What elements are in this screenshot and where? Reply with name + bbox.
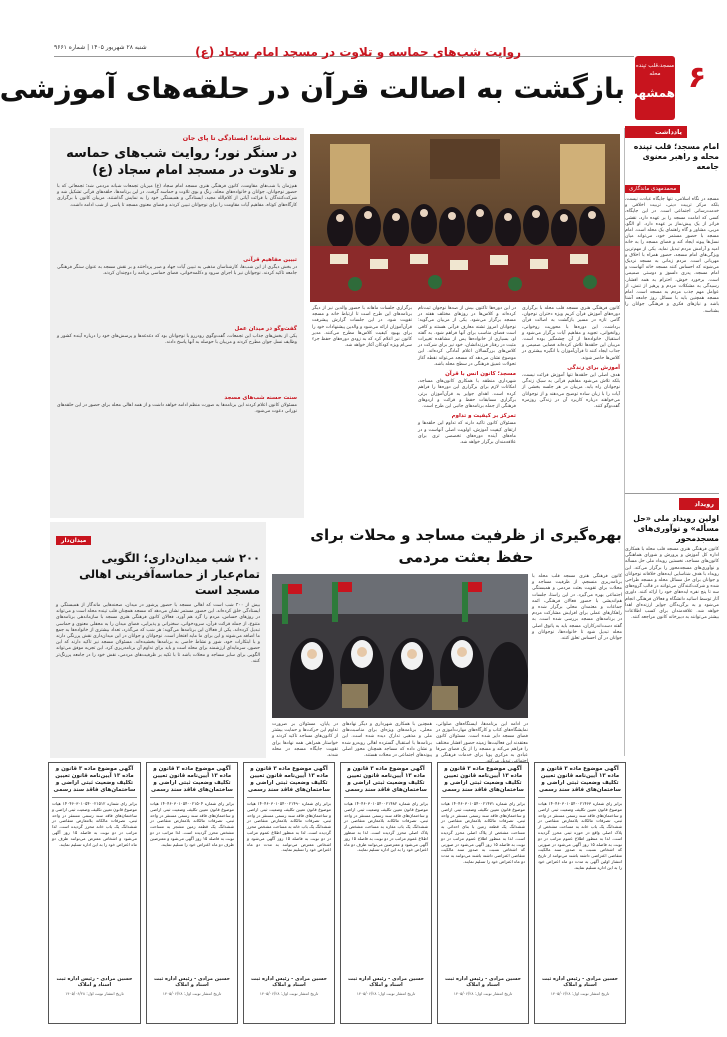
lead-col-3 [312,306,412,520]
lead-body-4: مسئولان کانون تاکید دارند که تداوم این حلقه‌ها و ارتقای کیفیت آموزش، اولویت اصلی آنهاست و در ماه‌های آینده دوره‌های تخصصی تری برای علاقه‌مندان برگزار خواهد شد. [418,421,516,446]
legal-ad-6 [48,762,141,1024]
page-number: ۶ [687,60,707,95]
mosque-gathering-photo [272,574,528,718]
feature-body-2: در بخش دیگری از این شب‌ها، کارشناسان مذهبی به تبیین آیات جهاد و صبر پرداختند و بر نقش مسجد به عنوان سنگر فرهنگی جامعه تاکید کردند. نوجوانان نیز با اجرای سرود و دکلمه‌خوانی، فضای حماسی برنامه را دوچندان کردند. [57,265,297,277]
feature-body-4: مسئولان کانون اعلام کردند این برنامه‌ها به صورت منظم ادامه خواهد داشت و از همه اهالی محله برای حضور در این حلقه‌های نورانی دعوت می‌شود. [57,403,297,415]
ad-body: برابر رای شماره ۱۴۰۴۶۰۳۰۱۰۵۴۰۰۲۱۴۸۲ هیات موضوع قانون تعیین تکلیف وضعیت ثبتی اراضی و ساختمان‌های فاقد سند رسمی مستقر در واحد ثبتی، تصرفات مالکانه بلامعارض متقاضی در ششدانگ یک باب مغازه به مساحت مشخص از پلاک اصلی محرز گردیده است. لذا به منظور اطلاع عموم مراتب در دو نوبت به فاصله ۱۵ روز آگهی می‌شود و معترضین می‌توانند ظرف دو ماه اعتراض خود را به این اداره تسلیم نمایند. [344,801,428,853]
lead-body-3: شهرداری منطقه با همکاری کانون‌های مساجد، امکانات لازم برای برگزاری این دوره‌ها را فراهم کرده است. اهدای جوایز به قرآن‌آموزان برتر، برگزاری مسابقات حفظ و قرائت و اردوهای فرهنگی از جمله برنامه‌های جانبی این طرح است. [418,379,516,410]
mosque-col-2: در ادامه این برنامه‌ها، ایستگاه‌های صلواتی، نمایشگاه‌های کتاب و کارگاه‌های مهارت‌آموزی در فضای مسجد دایر شده است. مسئولان کانون معتقدند این فعالیت‌ها زمینه حضور اقشار مختلف را فراهم می‌کند و مسجد را از یک فضای صرفا عبادی به مرکزی پویا برای خدمات فرهنگی و [436,722,528,759]
sidebar-rule [624,128,625,756]
feature-subhead-1: تبیین مفاهیم قرآنی [243,257,297,263]
super-title: روایت شب‌های حماسه و تلاوت در مسجد امام سجاد (ع) [195,45,521,59]
legal-ad-2 [437,762,529,1024]
ad-sign: حسین مرادی - رئیس اداره ثبت اسناد و املاک [251,976,327,988]
mosque-col-3: همچنین با همکاری شهرداری و دیگر نهادهای محلی، برنامه‌های ویژه‌ای برای مناسبت‌های ملی و مذهبی تدارک دیده شده است. این برنامه‌ها با استقبال گسترده اهالی روبه‌رو شده و نشان داده که مساجد همچنان محور اصلی پیوندهای اجتماعی در محلات هستند. [342,722,432,759]
main-title: بازگشت به اصالت قرآن در حلقه‌های آموزشی [0,72,625,105]
issue-info: شنبه ۲۸ شهریور ۱۴۰۵ | شماره ۹۶۶۱ [54,44,147,51]
mosque-article-title: بهره‌گیری از ظرفیت مساجد و محلات برای حفظ بعثت مردمی [310,526,622,566]
quran-class-photo-art [310,134,620,302]
ad-date: تاریخ انتشار نوبت اول: ۱۴۰۵/۰۶/۲۸ [550,990,610,996]
ad-body: برابر رای شماره ۱۴۰۴۶۰۳۰۱۰۵۴۰۰۲۱۴۶۳ هیات موضوع قانون تعیین تکلیف وضعیت ثبتی اراضی و ساختمان‌های فاقد سند رسمی مستقر در واحد ثبتی، تصرفات مالکانه بلامعارض متقاضی در ششدانگ یک باب خانه به مساحت مشخص از پلاک اصلی واقع در حوزه ثبتی محرز گردیده است. لذا به منظور اطلاع عموم مراتب در دو نوبت به فاصله ۱۵ روز آگهی می‌شود در صورتی که اشخاص نسبت به صدور سند مالکیت متقاضی اعتراضی داشته باشند می‌توانند از تاریخ انتشار اولین آگهی به مدت دو ماه اعتراض خود را به این اداره تسلیم نمایند. [538,801,622,870]
sidebar-news-title: اولین رویداد ملی «حل مسأله» و نوآوری‌های مسجدمحور [633,514,719,543]
logo-big-text: همشهری [620,86,675,100]
feature-subhead-2: گفت‌وگو در میدان عمل [234,326,297,332]
ad-date: تاریخ انتشار نوبت اول: ۱۴۰۵/۰۶/۲۸ [453,990,513,996]
section-logo [620,56,675,120]
sidebar-note-author-wrap [625,175,719,194]
opinion-box [50,522,266,758]
opinion-kicker: میدان‌دار [56,536,91,545]
ad-date: تاریخ انتشار نوبت اول: ۱۴۰۵/۰۶/۲۸ [162,990,222,996]
sidebar-divider [625,493,719,494]
lead-col-1 [522,306,620,520]
feature-kicker: تجمعات شبانه؛ ایستادگی تا پای جان [182,134,297,142]
legal-ad-1 [534,762,626,1024]
opinion-title: ۲۰۰ شب میدان‌داری؛ الگویی تمام‌عیار از حماسه‌آفرینی اهالی مسجد است [79,551,260,597]
feature-title: در سنگر نور؛ روایت شب‌های حماسه و تلاوت در مسجد امام سجاد (ع) [66,146,297,178]
sidebar-note-title: امام مسجد؛ قلب تپنده محله و راهبر معنوی جامعه [633,142,719,171]
feature-body: هم‌زمان با شب‌های مقاومت، کانون فرهنگی هنری مسجد امام سجاد (ع) میزبان تجمعات شبانه مردمی شد؛ تجمعاتی که با حضور نوجوانان، جوانان و خانواده‌های محله، رنگ و بوی تلاوت و حماسه گرفت. در این برنامه‌ها، حلقه‌های قرآنی تشکیل شد و شرکت‌کنندگان با قرائت آیاتی از کلام‌الله مجید، ایستادگی و همبستگی خود را به نمایش گذاشتند. مربیان کانون با برگزاری کارگاه‌های کوتاه، مفاهیم آیات مقاومت را برای نوجوانان تبیین کردند و فضای معنوی مسجد تا پاسی از شب ادامه داشت. [57,184,297,208]
ad-body: برابر رای شماره ۱۴۰۴۶۰۳۰۱۰۵۴۰۰۲۱۴۹۰ هیات موضوع قانون تعیین تکلیف وضعیت ثبتی اراضی و ساختمان‌های فاقد سند رسمی مستقر در واحد ثبتی، تصرفات مالکانه بلامعارض متقاضی در ششدانگ یک باب خانه به مساحت مشخص محرز گردیده است. لذا به منظور اطلاع عموم مراتب در دو نوبت به فاصله ۱۵ روز آگهی می‌شود و اشخاص معترض می‌توانند به مدت دو ماه اعتراض خود را تسلیم نمایند. [247,801,331,853]
opinion-kicker-wrap [56,527,260,546]
feature-subhead-3: سنت حسنه شب‌های مسجد [224,395,297,401]
ad-title: آگهی موضوع ماده ۳ قانون و ماده ۱۳ آیین‌نامه قانون تعیین تکلیف وضعیت ثبتی اراضی و ساختمان‌های فاقد سند رسمی [538,766,622,798]
sidebar-note-body: مسجد در نگاه اسلامی، تنها جایگاه عبادت نیست، بلکه مرکز تربیت دینی، تربیت اخلاقی و خدمت‌رسانی اجتماعی است. در این جایگاه، کسی که امامت مسجد را بر عهده دارد، نقشی فراتر از یک پیش‌نماز بر عهده دارد. او الگو، مربی، مشاور و گاه راهنمای یک محله است. امام مسجد با حضور مستمر خود، می‌تواند میان نسل‌ها پیوند ایجاد کند و فضای مسجد را به خانه امید و آرامش مردم تبدیل نماید. یکی از مهم‌ترین ویژگی‌های امام مسجد، حضور همراه با اخلاق و مهربانی است. مردم زمانی به مسجد نزدیک می‌شوند که احساس کنند مسجد خانه آنهاست و امام مسجد، پدری دلسوز و دوستی صمیمی است. برخورد خوش، احترام به همه اقشار، رسیدگی به مشکلات مردم و پرهیز از تنش، از عوامل مهم جذب مردم به مسجد است. امام مسجد همچنین باید با مسائل روز جامعه آشنا باشد و نیازهای فکری و فرهنگی جوانان را بشناسد. [625,197,719,314]
ad-title: آگهی موضوع ماده ۳ قانون و ماده ۱۳ آیین‌نامه قانون تعیین تکلیف وضعیت ثبتی اراضی و ساختمان‌های فاقد سند رسمی [247,766,331,798]
feature-body-3: یکی از بخش‌های جذاب این تجمعات، گفت‌وگوی رودررو با نوجوانان بود که دغدغه‌ها و پرسش‌های خود را درباره آینده کشور و وظایف نسل جوان مطرح کردند و مربیان با حوصله به آنها پاسخ دادند. [57,334,297,346]
ad-title: آگهی موضوع ماده ۳ قانون و ماده ۱۳ آیین‌نامه قانون تعیین تکلیف وضعیت ثبتی اراضی و ساختمان‌های فاقد سند رسمی [441,766,525,798]
ad-title: آگهی موضوع ماده ۳ قانون و ماده ۱۳ آیین‌نامه قانون تعیین تکلیف وضعیت ثبتی اراضی و ساختمان‌های فاقد سند رسمی [344,766,428,798]
lead-body: کانون فرهنگی هنری مسجد قلب محله با برگزاری دوره‌های آموزش قرآن کریم ویژه دختران نوجوان، گامی تازه در مسیر بازگشت به اصالت قرآن برداشت. این دوره‌ها با محوریت روخوانی، روانخوانی، تجوید و مفاهیم آیات برگزار می‌شود و استقبال خانواده‌ها از آن چشمگیر بوده است. مربیان این حلقه‌ها تلاش کرده‌اند فضایی صمیمی و جذاب ایجاد کنند تا قرآن‌آموزان با انگیزه بیشتری در کلاس‌ها حاضر شوند. [522,306,620,361]
lead-subhead-1: آموزش برای زندگی [567,364,620,371]
page-header [0,0,727,125]
ad-date: تاریخ انتشار نوبت اول: ۱۴۰۵/۰۶/۲۸ [356,990,416,996]
sidebar-note-author: محمدمهدی ماندگاری [625,185,680,193]
sidebar-news-head: رویداد [679,498,719,510]
ad-title: آگهی موضوع ماده ۳ قانون و ماده ۱۳ آیین‌نامه قانون تعیین تکلیف وضعیت ثبتی اراضی و ساختمان‌های فاقد سند رسمی [150,766,234,798]
lead-article [310,306,620,520]
ads-row [48,762,626,1024]
ad-body: برابر رای شماره ۱۴۰۴۶۰۳۰۱۰۵۴۰۰۲۱۴۷۱ هیات موضوع قانون تعیین تکلیف وضعیت ثبتی اراضی و ساختمان‌های فاقد سند رسمی مستقر در واحد ثبتی، تصرفات مالکانه بلامعارض متقاضی در ششدانگ یک قطعه زمین با بنای احداثی به مساحت مشخص از پلاک اصلی محرز گردیده است. لذا به منظور اطلاع عموم مراتب در دو نوبت به فاصله ۱۵ روز آگهی می‌شود در صورتی که اشخاص نسبت به صدور سند مالکیت متقاضی اعتراضی داشته باشند می‌توانند به مدت دو ماه اعتراض خود را تسلیم نمایند. [441,801,525,864]
ad-body: برابر رای شماره ۱۴۰۴۶۰۳۰۱۰۵۴۰۰۲۱۵۱۲ هیات موضوع قانون تعیین تکلیف وضعیت ثبتی اراضی و ساختمان‌های فاقد سند رسمی مستقر در واحد ثبتی، تصرفات مالکانه بلامعارض متقاضی در ششدانگ یک باب خانه محرز گردیده است. لذا مراتب در دو نوبت به فاصله ۱۵ روز آگهی می‌شود و اشخاص معترض می‌توانند ظرف دو ماه اعتراض خود را به این اداره تسلیم نمایند. [52,801,137,847]
ad-title: آگهی موضوع ماده ۳ قانون و ماده ۱۳ آیین‌نامه قانون تعیین تکلیف وضعیت ثبتی اراضی و ساختمان‌های فاقد سند رسمی [52,766,137,798]
lead-subhead-3: تمرکز بر کیفیت و تداوم [451,413,516,420]
ad-sign: حسین مرادی - رئیس اداره ثبت اسناد و املاک [154,976,230,988]
lead-col3-text: برگزاری جلسات ماهانه با حضور والدین نیز از دیگر برنامه‌های این طرح است تا ارتباط خانه و مسجد تقویت شود. در این جلسات گزارش پیشرفت قرآن‌آموزان ارائه می‌شود و والدین پیشنهادات خود را برای بهبود کیفیت کلاس‌ها مطرح می‌کنند. مدیر کانون نیز اعلام کرد که به زودی دوره‌های حفظ جزء سی‌ام ویژه کودکان آغاز خواهد شد. [311,306,412,349]
mosque-gathering-photo-art [272,574,528,718]
ad-sign: حسین مرادی - رئیس اداره ثبت اسناد و املاک [542,976,618,988]
ad-body: برابر رای شماره ۱۴۰۴۶۰۳۰۱۰۵۴۰۰۲۱۵۰۴ هیات موضوع قانون تعیین تکلیف وضعیت ثبتی اراضی و ساختمان‌های فاقد سند رسمی مستقر در واحد ثبتی، تصرفات مالکانه بلامعارض متقاضی در ششدانگ یک قطعه زمین مشجر به مساحت مشخص محرز گردیده است. لذا مراتب در دو نوبت به فاصله ۱۵ روز آگهی می‌شود و معترضین ظرف دو ماه اعتراض خود را تسلیم نمایند. [150,801,235,847]
mosque-col-4: در پایان، مسئولان بر ضرورت تداوم این حرکت‌ها و حمایت بیشتر از کانون‌های مساجد تاکید کردند و خواستار همراهی همه نهادها برای تقویت جایگاه مسجد در محله شدند. [272,722,338,759]
legal-ad-5 [146,762,238,1024]
ad-sign: حسین مرادی - رئیس اداره ثبت اسناد و املاک [56,976,133,988]
opinion-body: بیش از ۲۰۰ شب است که اهالی مسجد با حضور پرشور در میدان، صحنه‌هایی ماندگار از همبستگی و ایستادگی خلق کرده‌اند. این حضور مستمر نشان می‌دهد که مسجد همچنان قلب تپنده محله است و می‌تواند در روزهای حساس، مردم را گرد هم آورد. فعالان کانون فرهنگی هنری مسجد با سازماندهی برنامه‌های متنوع، از جمله قرائت قرآن، سرودخوانی، سخنرانی و پذیرایی، فضای میدان را به محفلی معنوی و حماسی تبدیل کرده‌اند. یکی از فعالان این برنامه‌ها می‌گوید: هر شب که می‌گذرد، تعداد بیشتری از خانواده‌ها به جمع ما اضافه می‌شوند و این برای ما مایه افتخار است. نوجوانان و جوانان در این میدان‌داری نقش پررنگی دارند و با ابتکارات خود، شور و نشاط خاصی به برنامه‌ها بخشیده‌اند. مسئولان مسجد نیز تاکید دارند که این حضور، سرمایه‌ای ارزشمند برای محله است و باید برای تداوم آن برنامه‌ریزی کرد. این تجربه موفق می‌تواند الگویی برای سایر مساجد و محلات باشد تا با تکیه بر ظرفیت‌های مردمی، نقش خود را در جامعه پررنگ‌تر کنند. [56,603,261,664]
legal-ad-4 [243,762,335,1024]
lead-col2-text: در این دوره‌ها تاکنون بیش از صدها نوجوان ثبت‌نام کرده‌اند و کلاس‌ها در روزهای مختلف هفته در مسجد برگزار می‌شود. یکی از مربیان می‌گوید: نوجوانان امروز تشنه معارف قرآنی هستند و کافی است فضای مناسب برای آنها فراهم شود. به گفته او، بسیاری از خانواده‌ها پس از مشاهده تغییرات مثبت در رفتار فرزندانشان، خود نیز برای شرکت در کلاس‌های بزرگسالان اعلام آمادگی کرده‌اند. این موضوع نشان می‌دهد که مسجد می‌تواند نقطه آغاز تحولات عمیق فرهنگی در سطح محله باشد. [418,306,516,367]
ad-sign: حسین مرادی - رئیس اداره ثبت اسناد و املاک [445,976,521,988]
legal-ad-3 [340,762,432,1024]
mosque-col-1: کانون فرهنگی هنری مسجد قلب محله با برنامه‌ریزی منسجم، از ظرفیت مساجد و محلات برای تقویت بعثت مردمی و همبستگی اجتماعی بهره می‌گیرد. در این راستا، جلسات هم‌اندیشی با حضور فعالان فرهنگی، ائمه جماعات و معتمدان محلی برگزار شده و راهکارهای عملی برای افزایش مشارکت مردم در برنامه‌های مسجد بررسی شده است. به گفته دست‌اندرکاران، مسجد باید به پاتوق اصلی محله تبدیل شود تا خانواده‌ها، نوجوانان و جوانان در آن احساس تعلق کنند. [532,574,622,642]
ad-date: تاریخ انتشار نوبت اول: ۱۴۰۵/۰۶/۲۸ [259,990,319,996]
lead-subhead-2: مسجد؛ کانون انس با قرآن [445,371,516,378]
lead-col-2 [418,306,516,520]
logo-small-text: مسجد،قلب تپنده محله [635,63,675,77]
ad-sign: حسین مرادی - رئیس اداره ثبت اسناد و املاک [348,976,424,988]
lead-body-2: هدف اصلی این حلقه‌ها تنها آموزش قرائت نیست، بلکه تلاش می‌شود مفاهیم قرآنی به سبک زندگی نوجوانان راه یابد. مربیان در هر جلسه بخشی از آیات را با زبان ساده توضیح می‌دهند و از نوجوانان می‌خواهند درباره کاربرد آن در زندگی روزمره گفت‌وگو کنند. [522,373,620,410]
quran-class-photo [310,134,620,302]
sidebar-news-body: کانون فرهنگی هنری مسجد قلب محله با همکاری اداره کل آموزش و پرورش و شورای هماهنگی کانون‌های مساجد، نخستین رویداد ملی حل مسأله و نوآوری‌های مسجدمحور را برگزار می‌کند. این رویداد با هدف شناسایی ایده‌های خلاقانه نوجوانان و جوانان برای حل مسائل محله و مسجد طراحی شده و شرکت‌کنندگان می‌توانند در قالب گروه‌های سه تا پنج نفره ایده‌های خود را ارائه کنند. داوری آثار توسط اساتید دانشگاه و فعالان فرهنگی انجام می‌شود و به برگزیدگان جوایز ارزنده‌ای اهدا خواهد شد. علاقه‌مندان برای کسب اطلاعات بیشتر می‌توانند به دبیرخانه کانون مراجعه کنند. [625,547,719,621]
feature-box [50,128,304,518]
sidebar [625,126,719,756]
sidebar-note-head: یادداشت [625,126,687,138]
ad-date: تاریخ انتشار نوبت اول: ۱۴۰۵/۰۶/۲۸ [65,990,124,996]
